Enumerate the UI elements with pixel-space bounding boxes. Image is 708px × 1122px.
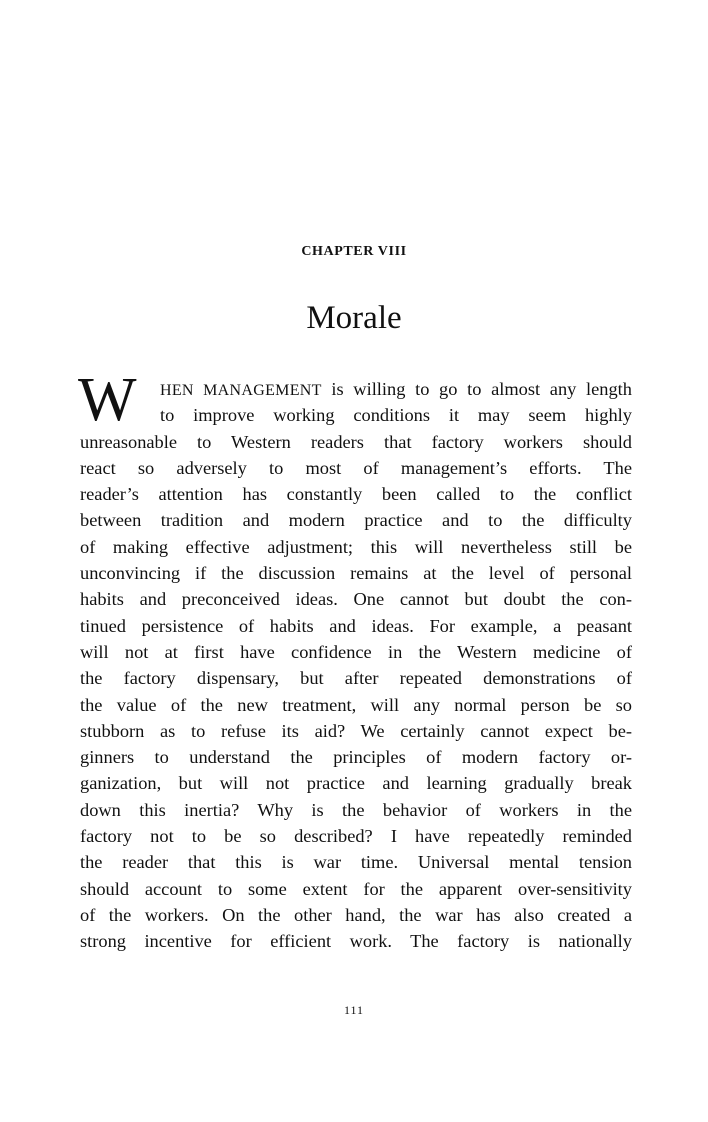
chapter-title: Morale <box>306 300 402 336</box>
paragraph-line: of the workers. On the other hand, the war has also created a <box>80 904 632 925</box>
paragraph-line: of making effective adjustment; this will nevertheless still be <box>80 536 632 557</box>
paragraph-line: down this inertia? Why is the behavior of workers in the <box>80 799 632 820</box>
paragraph-line: habits and preconceived ideas. One cannot but doubt the con- <box>80 589 632 610</box>
paragraph-line: will not at first have confidence in the Western medicine of <box>80 641 632 662</box>
paragraph-line: strong incentive for efficient work. The factory is nationally <box>80 931 632 952</box>
paragraph-line: the factory dispensary, but after repeated demonstrations of <box>80 668 632 689</box>
first-line-rest: is willing to go to almost any length <box>321 379 632 399</box>
paragraph-line: reader’s attention has constantly been called to the conflict <box>80 484 632 505</box>
page-number: 111 <box>343 1003 365 1017</box>
body-paragraph <box>80 376 632 955</box>
opening-smallcaps: HEN MANAGEMENT <box>160 382 322 399</box>
paragraph-line: unreasonable to Western readers that factory workers should <box>80 431 632 452</box>
paragraph-line: to improve working conditions it may seem highly <box>160 405 632 426</box>
paragraph-line <box>80 376 632 402</box>
paragraph-line: should account to some extent for the apparent over-sensitivity <box>80 878 632 899</box>
drop-cap: W <box>78 366 137 434</box>
paragraph-line: ginners to understand the principles of modern factory or- <box>80 747 632 768</box>
paragraph-line: tinued persistence of habits and ideas. For example, a peasant <box>80 615 632 636</box>
paragraph-line: ganization, but will not practice and learning gradually break <box>80 773 632 794</box>
paragraph-line: react so adversely to most of management’s efforts. The <box>80 457 632 478</box>
paragraph-line: between tradition and modern practice and to the difficulty <box>80 510 632 531</box>
paragraph-line: unconvincing if the discussion remains at the level of personal <box>80 563 632 584</box>
paragraph-line: stubborn as to refuse its aid? We certainly cannot expect be- <box>80 720 632 741</box>
paragraph-line: the value of the new treatment, will any normal person be so <box>80 694 632 715</box>
chapter-label: CHAPTER VIII <box>301 244 407 259</box>
paragraph-line: factory not to be so described? I have repeatedly reminded <box>80 826 632 847</box>
paragraph-line: the reader that this is war time. Universal mental tension <box>80 852 632 873</box>
